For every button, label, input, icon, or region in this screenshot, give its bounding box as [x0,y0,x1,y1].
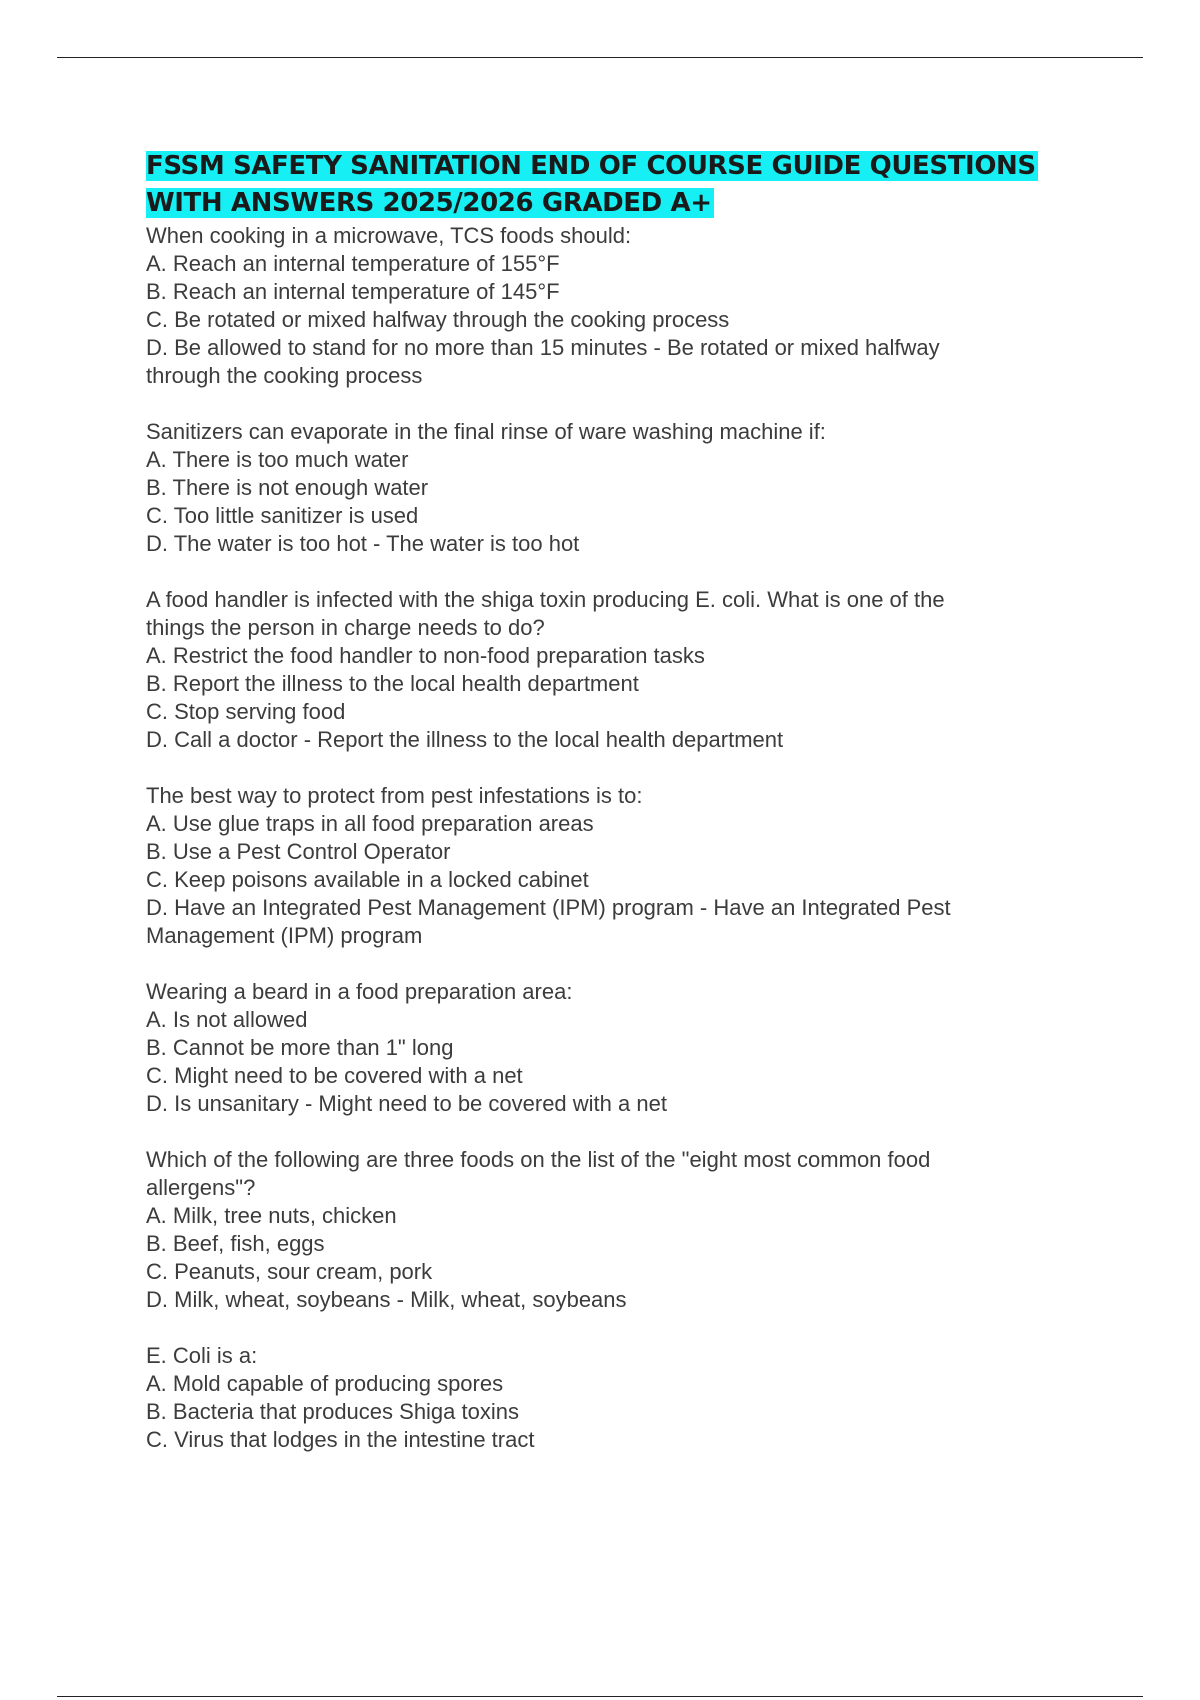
answer-option [146,726,1046,754]
answer-option [146,278,1046,306]
answer-option-line: C. Peanuts, sour cream, pork [146,1259,433,1284]
question-line: Sanitizers can evaporate in the final rinse of ware washing machine if: [146,419,826,444]
answer-option-line: C. Virus that lodges in the intestine tract [146,1427,535,1452]
question-block [146,782,1046,950]
question-list [146,222,1046,1454]
answer-option [146,1370,1046,1398]
answer-option [146,1230,1046,1258]
answer-option-line: A. Mold capable of producing spores [146,1371,504,1396]
answer-option [146,1034,1046,1062]
question-line: Which of the following are three foods on the list of the "eight most common food [146,1147,931,1172]
answer-option [146,894,1046,950]
question-text [146,782,1046,810]
answer-option [146,530,1046,558]
question-block [146,586,1046,754]
question-block [146,1146,1046,1314]
answer-option [146,1426,1046,1454]
question-block [146,222,1046,390]
header-rule [57,57,1143,58]
answer-option-line: B. Report the illness to the local health department [146,671,639,696]
answer-option [146,1062,1046,1090]
question-text [146,222,1046,250]
answer-option [146,670,1046,698]
answer-option [146,1006,1046,1034]
question-line: The best way to protect from pest infestations is to: [146,783,643,808]
title-line-1: FSSM SAFETY SANITATION END OF COURSE GUIDE QUESTIONS [146,151,1036,181]
question-line: things the person in charge needs to do? [146,615,545,640]
question-line: When cooking in a microwave, TCS foods should: [146,223,632,248]
answer-option-line: B. Beef, fish, eggs [146,1231,325,1256]
question-block [146,978,1046,1118]
answer-option-line: A. Use glue traps in all food preparation areas [146,811,594,836]
answer-option-line: B. Bacteria that produces Shiga toxins [146,1399,519,1424]
question-text [146,1342,1046,1370]
answer-option-line: through the cooking process [146,363,423,388]
answer-option [146,306,1046,334]
answer-option-line: C. Too little sanitizer is used [146,503,419,528]
answer-option-line: C. Keep poisons available in a locked cabinet [146,867,589,892]
answer-option [146,1258,1046,1286]
answer-option [146,1090,1046,1118]
answer-option [146,474,1046,502]
answer-option-line: D. Milk, wheat, soybeans - Milk, wheat, soybeans [146,1287,627,1312]
answer-option [146,838,1046,866]
answer-option-line: B. Cannot be more than 1" long [146,1035,454,1060]
answer-option [146,446,1046,474]
question-text [146,418,1046,446]
question-line: A food handler is infected with the shiga toxin producing E. coli. What is one of the [146,587,945,612]
title-line-2: WITH ANSWERS 2025/2026 GRADED A+ [146,188,712,218]
question-line: allergens"? [146,1175,256,1200]
answer-option [146,1286,1046,1314]
answer-option-line: D. Call a doctor - Report the illness to the local health department [146,727,784,752]
question-line: E. Coli is a: [146,1343,258,1368]
answer-option [146,334,1046,390]
answer-option-line: D. Is unsanitary - Might need to be covered with a net [146,1091,667,1116]
document-title [146,148,1046,222]
answer-option-line: D. Be allowed to stand for no more than 15 minutes - Be rotated or mixed halfway [146,335,940,360]
answer-option [146,250,1046,278]
answer-option-line: C. Might need to be covered with a net [146,1063,523,1088]
answer-option-line: B. Reach an internal temperature of 145°F [146,279,560,304]
question-text [146,1146,1046,1202]
answer-option-line: B. There is not enough water [146,475,429,500]
answer-option-line: D. Have an Integrated Pest Management (IPM) program - Have an Integrated Pest [146,895,951,920]
question-text [146,586,1046,642]
question-text [146,978,1046,1006]
answer-option-line: A. Restrict the food handler to non-food preparation tasks [146,643,705,668]
answer-option-line: B. Use a Pest Control Operator [146,839,451,864]
answer-option [146,502,1046,530]
answer-option-line: A. Reach an internal temperature of 155°F [146,251,560,276]
answer-option [146,810,1046,838]
answer-option-line: C. Stop serving food [146,699,346,724]
question-line: Wearing a beard in a food preparation area: [146,979,573,1004]
answer-option-line: A. Is not allowed [146,1007,308,1032]
answer-option-line: Management (IPM) program [146,923,423,948]
question-block [146,418,1046,558]
footer-rule [57,1696,1143,1697]
answer-option [146,1398,1046,1426]
answer-option-line: C. Be rotated or mixed halfway through the cooking process [146,307,730,332]
question-block [146,1342,1046,1454]
answer-option-line: A. Milk, tree nuts, chicken [146,1203,397,1228]
answer-option-line: D. The water is too hot - The water is too hot [146,531,580,556]
answer-option-line: A. There is too much water [146,447,409,472]
answer-option [146,1202,1046,1230]
answer-option [146,866,1046,894]
document-body [146,148,1046,1482]
answer-option [146,642,1046,670]
answer-option [146,698,1046,726]
